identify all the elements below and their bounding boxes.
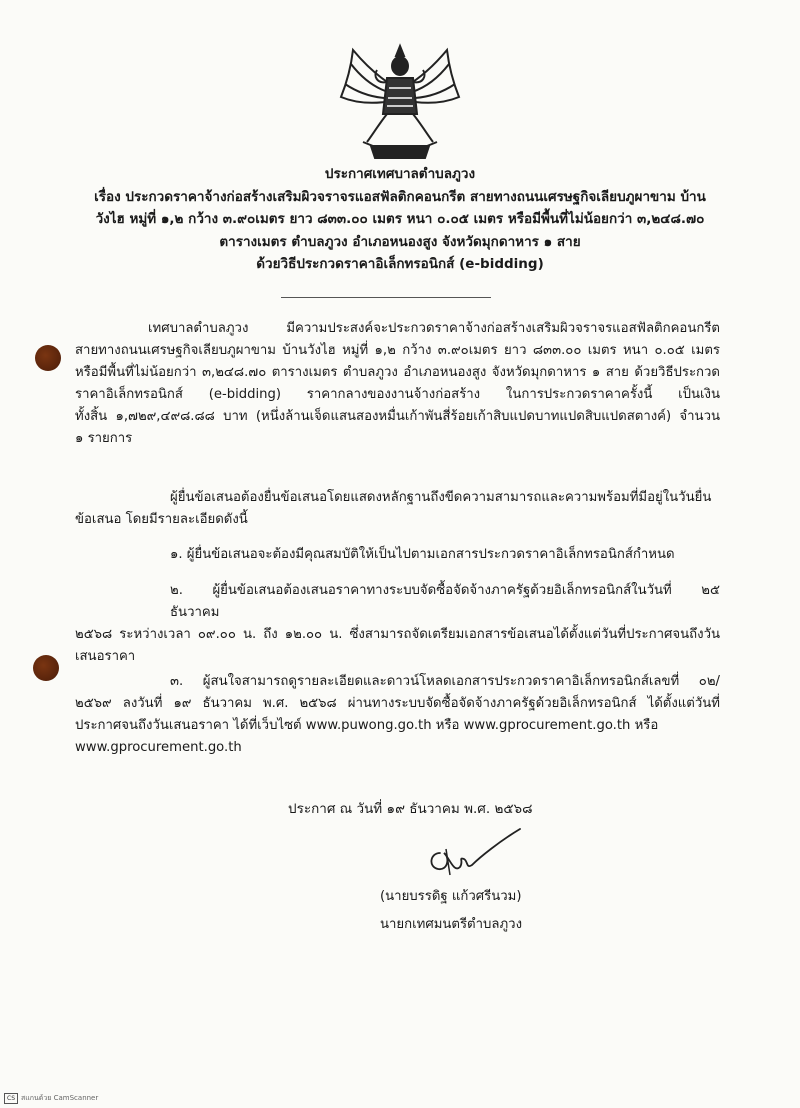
signature-mark xyxy=(420,823,530,883)
item1-line-1: ๑. ผู้ยื่นข้อเสนอจะต้องมีคุณสมบัติให้เป็นไปตามเอกสารประกวดราคาอิเล็กทรอนิกส์กำหนด xyxy=(170,547,675,562)
item3-line-3: ประกาศจนถึงวันเสนอราคา ได้ที่เว็บไซต์ www.puwong.go.th หรือ www.gprocurement.go.th หรือ xyxy=(75,718,659,733)
signer-block xyxy=(380,883,522,939)
signer-name: (นายบรรดิฐ แก้วศรีนวม) xyxy=(380,889,522,904)
p1-line-4: ราคาอิเล็กทรอนิกส์ (e-bidding) ราคากลางของงานจ้างก่อสร้าง ในการประกวดราคาครั้งนี้ เป็นเงิน xyxy=(75,387,720,402)
scanner-watermark xyxy=(4,1093,98,1104)
p2-line-2: ข้อเสนอ โดยมีรายละเอียดดังนี้ xyxy=(75,512,248,527)
item-3 xyxy=(75,671,720,759)
p1-line-1: เทศบาลตำบลภูวง มีความประสงค์จะประกวดราคาจ้างก่อสร้างเสริมผิวจราจรแอสฟัลติกคอนกรีต xyxy=(148,321,720,336)
item2-line-1: ๒. ผู้ยื่นข้อเสนอต้องเสนอราคาทางระบบจัดซื้อจัดจ้างภาครัฐด้วยอิเล็กทรอนิกส์ในวันที่ ๒๕ ธันวาคม xyxy=(170,583,720,620)
p1-line-2: สายทางถนนเศรษฐกิจเลียบภูผาขาม บ้านวังไฮ หมู่ที่ ๑,๒ กว้าง ๓.๙๐เมตร ยาว ๘๓๓.๐๐ เมตร หนา ๐.๐๕ เมตร xyxy=(75,343,720,358)
punch-hole-top xyxy=(35,345,61,371)
p1-line-5: ทั้งสิ้น ๑,๗๒๙,๔๙๘.๘๘ บาท (หนึ่งล้านเจ็ดแสนสองหมื่นเก้าพันสี่ร้อยเก้าสิบแปดบาทแปดสิบแปดสตางค์) จำนวน xyxy=(75,409,720,424)
paragraph-bidder-requirements xyxy=(75,487,720,531)
punch-hole-bottom xyxy=(33,655,59,681)
item2-line-2: ๒๕๖๘ ระหว่างเวลา ๐๙.๐๐ น. ถึง ๑๒.๐๐ น. ซึ่งสามารถจัดเตรียมเอกสารข้อเสนอได้ตั้งแต่วันที่ประกาศจนถึงวัน xyxy=(75,627,720,642)
heading-line-5: ด้วยวิธีประกวดราคาอิเล็กทรอนิกส์ (e-bidding) xyxy=(256,256,544,272)
heading-divider xyxy=(281,297,491,298)
item-2 xyxy=(75,580,720,668)
announcement-heading xyxy=(60,163,740,276)
heading-line-1: ประกาศเทศบาลตำบลภูวง xyxy=(324,166,476,182)
p2-line-1: ผู้ยื่นข้อเสนอต้องยื่นข้อเสนอโดยแสดงหลักฐานถึงขีดความสามารถและความพร้อมที่มีอยู่ในวันยื่น xyxy=(170,490,712,505)
item3-line-4: www.gprocurement.go.th xyxy=(75,740,242,755)
heading-line-4: ตารางเมตร ตำบลภูวง อำเภอหนองสูง จังหวัดมุกดาหาร ๑ สาย xyxy=(219,233,581,250)
heading-line-2: เรื่อง ประกวดราคาจ้างก่อสร้างเสริมผิวจราจรแอสฟัลติกคอนกรีต สายทางถนนเศรษฐกิจเลียบภูผาขาม บ้าน xyxy=(94,188,706,205)
p1-line-3: หรือมีพื้นที่ไม่น้อยกว่า ๓,๒๔๘.๗๐ ตารางเมตร ตำบลภูวง อำเภอหนองสูง จังหวัดมุกดาหาร ๑ สาย ด้วยวิธีประกวด xyxy=(75,365,720,380)
item3-line-2: ๒๕๖๙ ลงวันที่ ๑๙ ธันวาคม พ.ศ. ๒๕๖๘ ผ่านทางระบบจัดซื้อจัดจ้างภาครัฐด้วยอิเล็กทรอนิกส์ ได้ตั้งแต่วันที่ xyxy=(75,696,720,711)
signer-position: นายกเทศมนตรีตำบลภูวง xyxy=(380,917,523,932)
paragraph-project-description xyxy=(75,318,720,450)
camscanner-icon: CS xyxy=(4,1093,18,1104)
heading-line-3: วังไฮ หมู่ที่ ๑,๒ กว้าง ๓.๙๐เมตร ยาว ๘๓๓.๐๐ เมตร หนา ๐.๐๕ เมตร หรือมีพื้นที่ไม่น้อยกว่า ๓,๒๔๘.๗๐ xyxy=(95,211,705,227)
item-1 xyxy=(75,544,720,566)
p1-line-6: ๑ รายการ xyxy=(75,431,133,446)
announcement-date: ประกาศ ณ วันที่ ๑๙ ธันวาคม พ.ศ. ๒๕๖๘ xyxy=(288,801,533,817)
garuda-emblem-icon xyxy=(333,42,467,162)
item2-line-3: เสนอราคา xyxy=(75,649,136,664)
scanner-text: สแกนด้วย CamScanner xyxy=(21,1094,99,1102)
item3-line-1: ๓. ผู้สนใจสามารถดูรายละเอียดและดาวน์โหลดเอกสารประกวดราคาอิเล็กทรอนิกส์เลขที่ ๐๒/ xyxy=(170,674,720,689)
